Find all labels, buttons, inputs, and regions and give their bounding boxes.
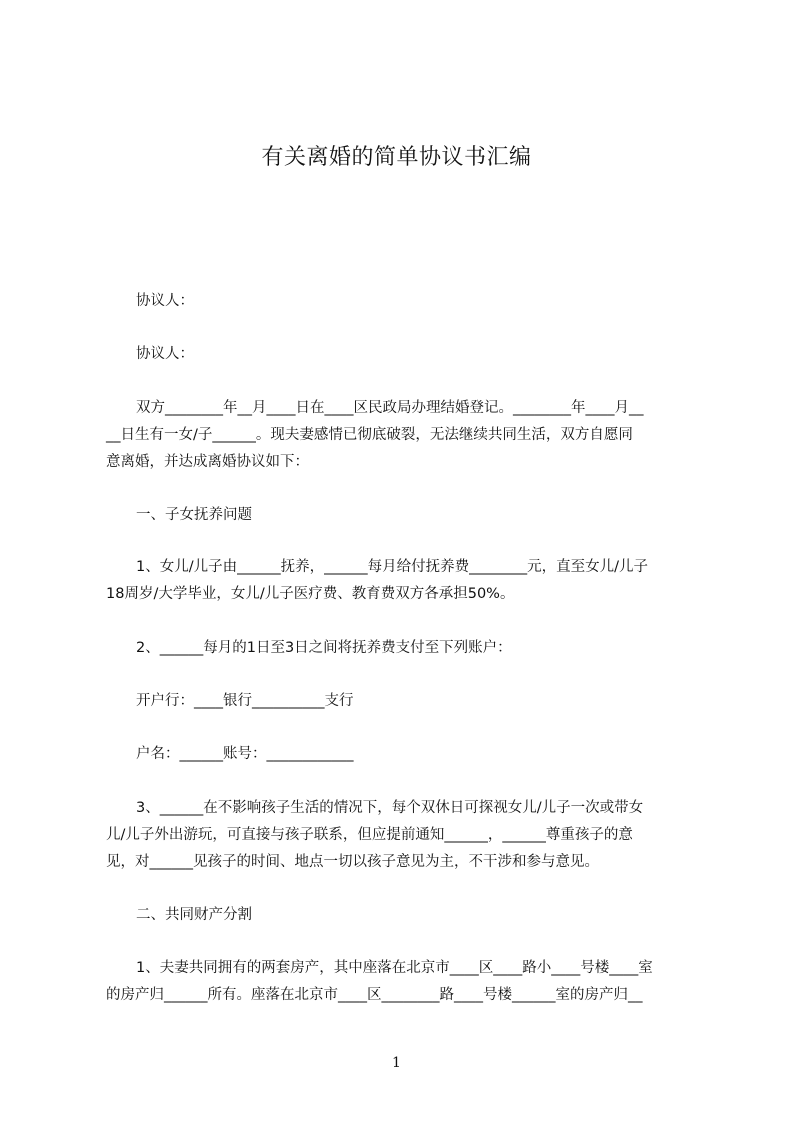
s2-item1-line-1: 1、夫妻共同拥有的两套房产，其中座落在北京市____区____路小____号楼____室 <box>136 960 653 976</box>
section-2-heading: 二、共同财产分割 <box>136 907 252 923</box>
section-1-item-2: 2、______每月的1日至3日之间将抚养费支付至下列账户： <box>136 640 512 656</box>
bank-line: 开户行：____银行__________支行 <box>136 693 354 709</box>
s2-item1-line-2: 的房产归______所有。座落在北京市____区________路____号楼______室的房产归__ <box>106 987 643 1003</box>
section-1-heading: 一、子女抚养问题 <box>136 507 252 523</box>
account-line: 户名：______账号：____________ <box>136 746 354 762</box>
party-a-label: 协议人： <box>136 293 194 309</box>
s1-item1-line-1: 1、女儿/儿子由______抚养，______每月给付抚养费________元，直至女儿/儿子 <box>136 559 648 575</box>
document-title: 有关离婚的简单协议书汇编 <box>261 145 532 170</box>
page-number: 1 <box>392 1055 401 1071</box>
intro-line-1: 双方________年__月____日在____区民政局办理结婚登记。________年____月__ <box>136 400 644 416</box>
s1-item3-line-1: 3、______在不影响孩子生活的情况下，每个双休日可探视女儿/儿子一次或带女 <box>136 800 644 816</box>
s1-item3-line-3: 见，对______见孩子的时间、地点一切以孩子意见为主，不干涉和参与意见。 <box>106 854 599 870</box>
s1-item1-line-2: 18周岁/大学毕业，女儿/儿子医疗费、教育费双方各承担50%。 <box>106 586 515 602</box>
intro-line-2: __日生有一女/子______。现夫妻感情已彻底破裂，无法继续共同生活，双方自愿同 <box>106 427 633 443</box>
s1-item3-line-2: 儿/儿子外出游玩，可直接与孩子联系，但应提前通知______，______尊重孩子的意 <box>106 827 633 843</box>
party-b-label: 协议人： <box>136 346 194 362</box>
intro-line-3: 意离婚，并达成离婚协议如下： <box>106 454 309 470</box>
